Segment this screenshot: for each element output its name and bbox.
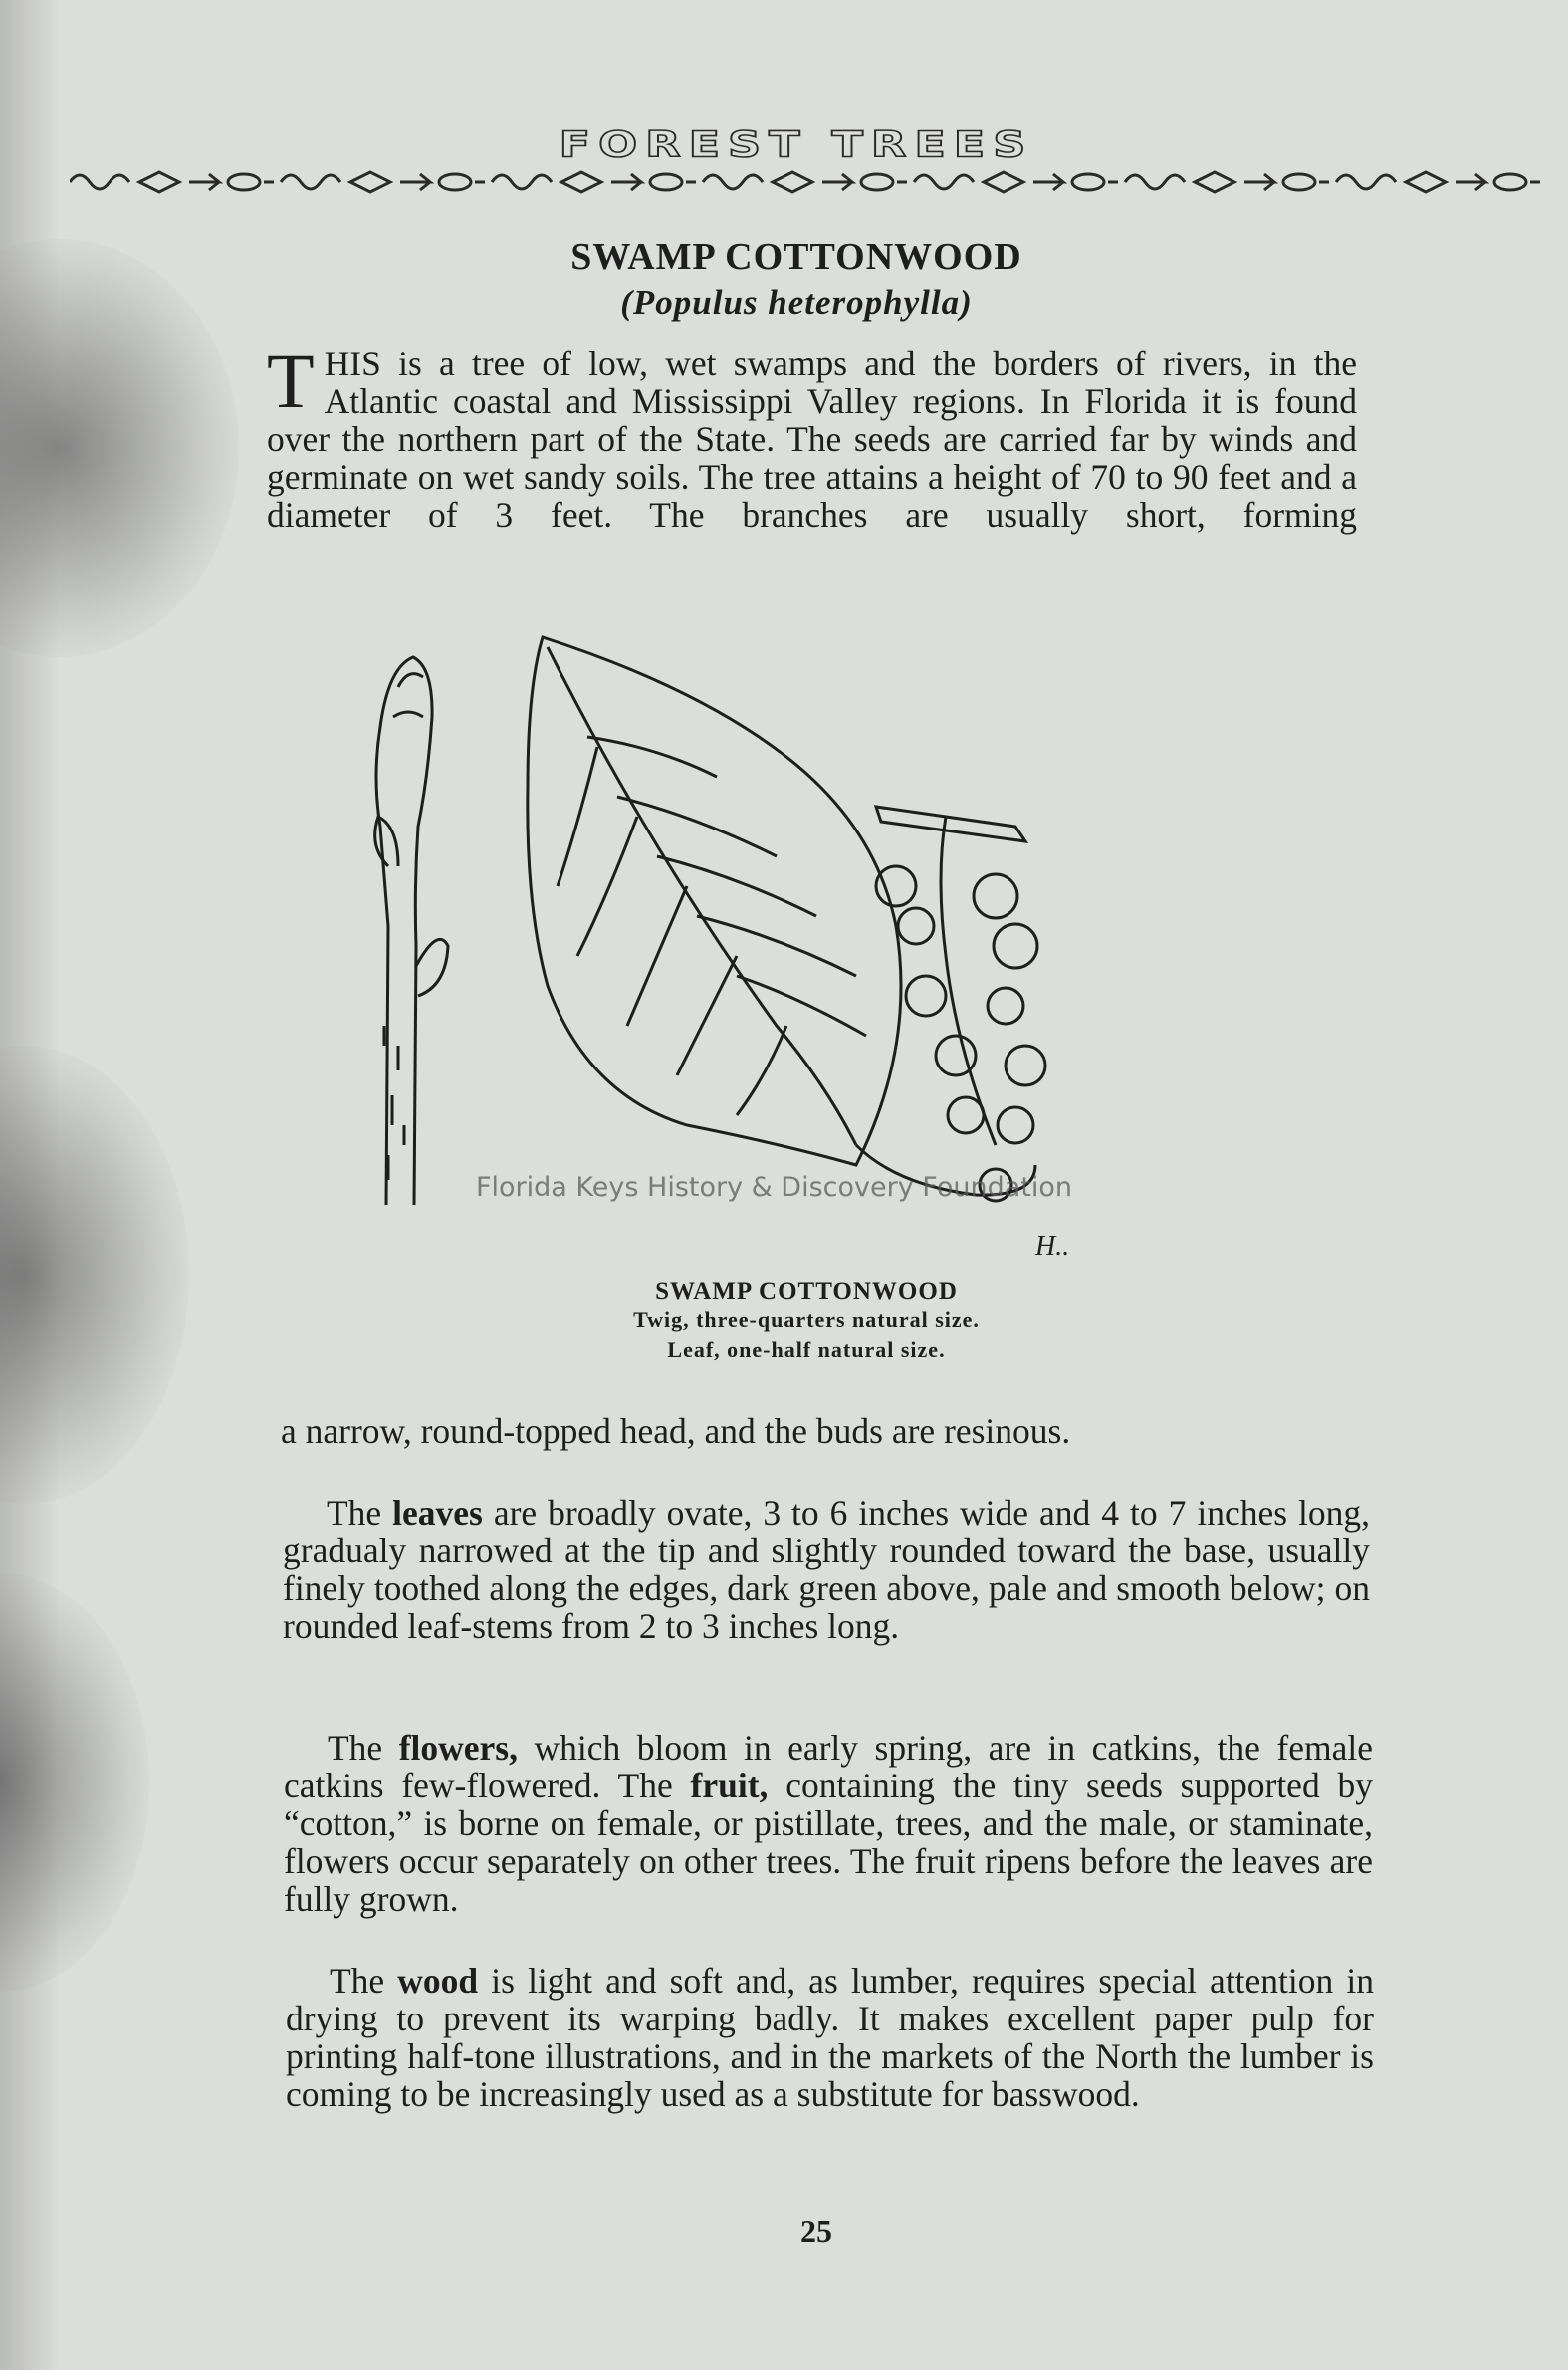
wood-lead: The	[330, 1961, 398, 2001]
wood-paragraph	[286, 1962, 1374, 2113]
article-title: SWAMP COTTONWOOD	[570, 236, 1022, 278]
page-number: 25	[800, 2213, 832, 2249]
leaf-drawing	[528, 637, 1035, 1195]
caption-line-1: Twig, three-quarters natural size.	[633, 1307, 980, 1332]
flowers-paragraph	[284, 1729, 1373, 1918]
latin-name: (Populus heterophylla)	[620, 283, 973, 322]
running-head: FOREST TREES	[559, 122, 1034, 166]
drop-cap: T	[267, 338, 315, 424]
continuation-paragraph: a narrow, round-topped head, and the buds are resinous.	[281, 1411, 1071, 1451]
flowers-text: which bloom in early spring, are in catkins, the female catkins few-flowered. The	[284, 1728, 1373, 1805]
wood-text: is light and soft and, as lumber, requires special attention in drying to prevent its warping badly. It makes excellent paper pulp for printing half-tone illustrations, and in the markets of the North the lumber is coming to be increasingly used as a substitute for basswood.	[286, 1961, 1374, 2114]
artist-signature: H..	[1035, 1231, 1070, 1262]
watermark: Florida Keys History & Discovery Foundation	[476, 1172, 1072, 1203]
page-fold-shadow	[0, 0, 60, 2370]
leaves-paragraph	[283, 1494, 1370, 1645]
leaves-lead: The	[327, 1493, 393, 1533]
caption-title: SWAMP COTTONWOOD	[655, 1278, 958, 1304]
fruit-keyword: fruit,	[690, 1766, 769, 1805]
wood-keyword: wood	[397, 1961, 479, 2001]
leaves-text: are broadly ovate, 3 to 6 inches wide and 4 to 7 inches long, gradualy narrowed at the tip and slightly rounded toward the base, usually finely toothed along the edges, dark green above, pale and smooth below; on rounded leaf-stems from 2 to 3 inches long.	[283, 1493, 1370, 1646]
caption-line-2: Leaf, one-half natural size.	[667, 1337, 946, 1362]
flowers-keyword: flowers,	[398, 1728, 518, 1768]
intro-paragraph	[267, 338, 1357, 535]
leaves-keyword: leaves	[392, 1493, 483, 1533]
fruit-text: containing the tiny seeds supported by “cotton,” is borne on female, or pistillate, trees, and the male, or staminate, flowers occur separately on other trees. The fruit ripens before the leaves are fully grown.	[284, 1766, 1373, 1919]
intro-text: HIS is a tree of low, wet swamps and the borders of rivers, in the Atlantic coastal and Mississippi Valley regions. In Florida it is found over the northern part of the State. The seeds are carried far by winds and germinate on wet sandy soils. The tree attains a height of 70 to 90 feet and a diameter of 3 feet. The branches are usually short, forming	[267, 344, 1357, 535]
decorative-border	[70, 162, 1553, 202]
flowers-lead: The	[328, 1728, 399, 1768]
twig-drawing	[375, 657, 448, 1205]
